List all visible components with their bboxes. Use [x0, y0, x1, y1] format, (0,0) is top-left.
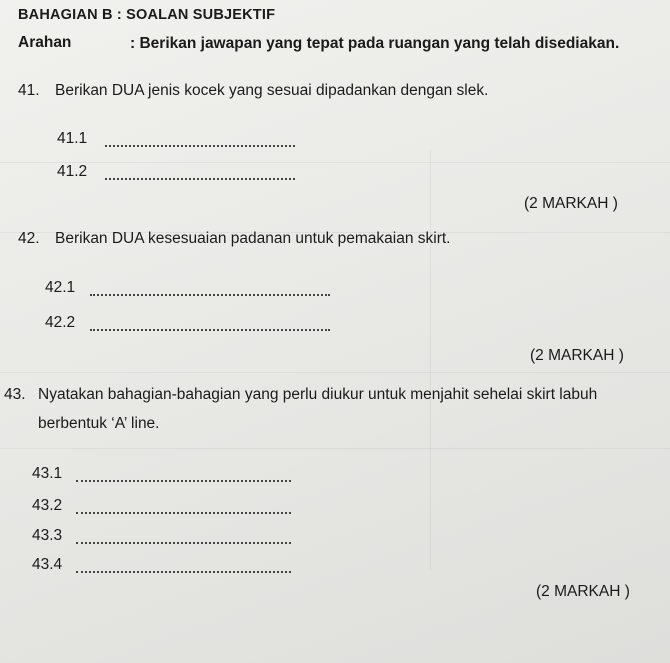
question-43-marks: (2 MARKAH ) — [536, 583, 630, 600]
instruction-label: Arahan — [18, 34, 72, 51]
answer-43-1-label: 43.1 — [32, 465, 63, 482]
question-43-text-line2: berbentuk ‘A’ line. — [38, 415, 160, 432]
answer-42-1-field[interactable] — [90, 281, 330, 299]
question-42-text: Berikan DUA kesesuaian padanan untuk pemakaian skirt. — [55, 230, 451, 247]
question-41-text: Berikan DUA jenis kocek yang sesuai dipadankan dengan slek. — [55, 82, 489, 99]
question-41-marks: (2 MARKAH ) — [524, 195, 618, 212]
answer-41-1-field[interactable] — [105, 132, 295, 150]
instruction-text: : Berikan jawapan yang tepat pada ruangan yang telah disediakan. — [130, 35, 620, 52]
answer-43-3-field[interactable] — [76, 529, 291, 547]
answer-42-1-label: 42.1 — [45, 279, 76, 296]
question-42-marks: (2 MARKAH ) — [530, 347, 624, 364]
answer-43-2-label: 43.2 — [32, 497, 63, 514]
section-title: BAHAGIAN B : SOALAN SUBJEKTIF — [18, 7, 276, 23]
answer-43-3-label: 43.3 — [32, 527, 63, 544]
answer-43-1-field[interactable] — [76, 467, 291, 485]
answer-41-1-label: 41.1 — [57, 130, 88, 147]
question-42-number: 42. — [18, 230, 40, 247]
question-43-text-line1: Nyatakan bahagian-bahagian yang perlu diukur untuk menjahit sehelai skirt labuh — [38, 386, 598, 403]
answer-42-2-label: 42.2 — [45, 314, 76, 331]
answer-42-2-field[interactable] — [90, 316, 330, 334]
answer-41-2-field[interactable] — [105, 165, 295, 183]
question-43-number: 43. — [4, 386, 26, 403]
answer-43-4-label: 43.4 — [32, 556, 63, 573]
answer-43-4-field[interactable] — [76, 558, 291, 576]
question-41-number: 41. — [18, 82, 40, 99]
answer-41-2-label: 41.2 — [57, 163, 88, 180]
answer-43-2-field[interactable] — [76, 499, 291, 517]
